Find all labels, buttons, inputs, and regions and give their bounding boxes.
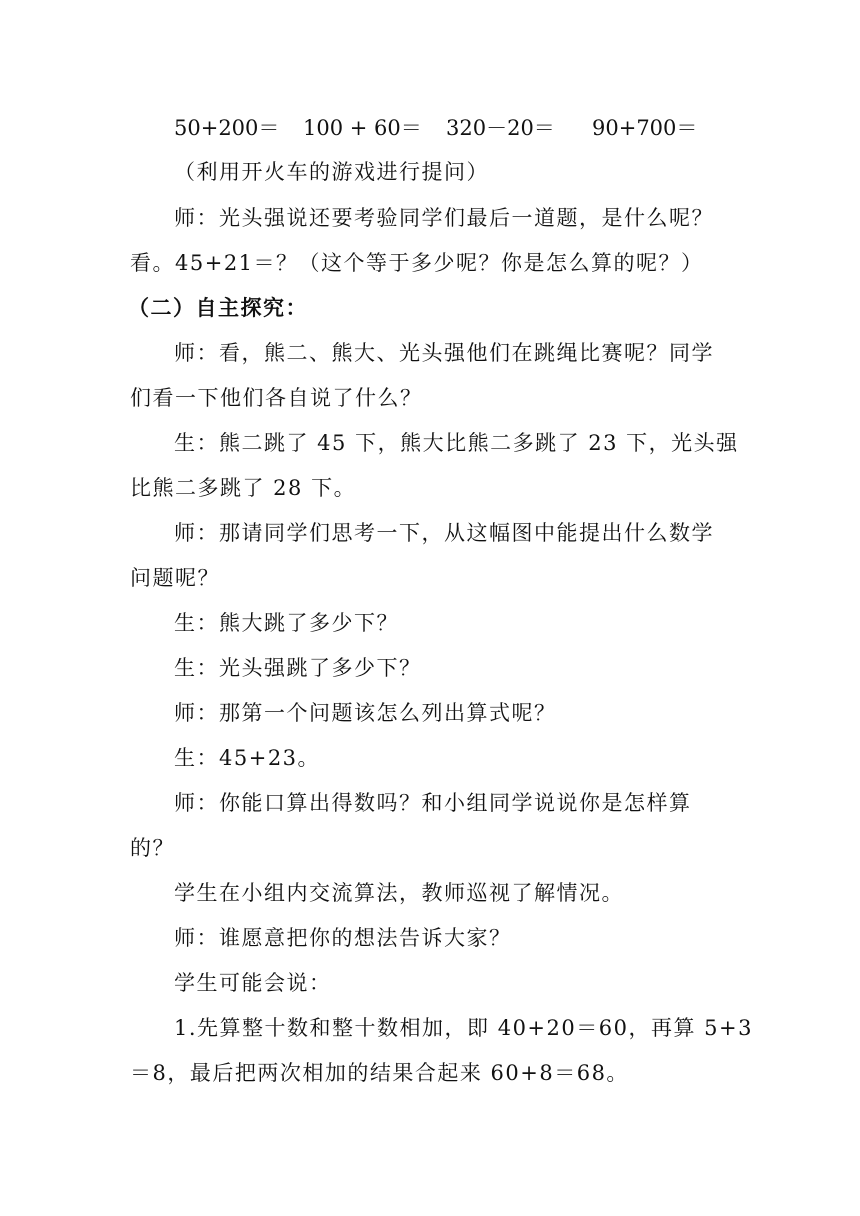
equation-3: 320－20＝ [446,116,555,140]
paragraph-line: （利用开火车的游戏进行提问） [174,160,489,184]
paragraph-line: 师：谁愿意把你的想法告诉大家？ [174,926,512,950]
equation-1: 50+200＝ [174,116,280,140]
paragraph-line: 的？ [130,836,175,860]
paragraph-line: 师：你能口算出得数吗？和小组同学说说你是怎样算 [174,791,692,815]
paragraph-line: 生：光头强跳了多少下？ [174,656,422,680]
paragraph-line: 1.先算整十数和整十数相加，即 40+20＝60，再算 5+3 [174,1016,753,1040]
paragraph-line: 比熊二多跳了 28 下。 [130,476,357,500]
paragraph-line: ＝8，最后把两次相加的结果合起来 60+8＝68。 [130,1061,629,1085]
equation-2: 100 + 60＝ [303,116,422,140]
paragraph-line: 学生在小组内交流算法，教师巡视了解情况。 [174,881,624,905]
paragraph-line: 师：光头强说还要考验同学们最后一道题，是什么呢？ [174,206,714,230]
paragraph-line: 学生可能会说： [174,971,332,995]
section-heading: （二）自主探究： [128,296,308,320]
equation-4: 90+700＝ [592,116,698,140]
paragraph-line: 师：那请同学们思考一下，从这幅图中能提出什么数学 [174,521,714,545]
paragraph-line: 看。45+21＝？（这个等于多少呢？你是怎么算的呢？） [130,251,704,275]
paragraph-line: 生：熊大跳了多少下？ [174,611,399,635]
paragraph-line: 生：45+23。 [174,746,321,770]
paragraph-line: 问题呢？ [130,566,220,590]
paragraph-line: 生：熊二跳了 45 下，熊大比熊二多跳了 23 下，光头强 [174,431,739,455]
paragraph-line: 师：那第一个问题该怎么列出算式呢？ [174,701,557,725]
paragraph-line: 们看一下他们各自说了什么？ [130,386,423,410]
paragraph-line: 师：看，熊二、熊大、光头强他们在跳绳比赛呢？同学 [174,341,714,365]
